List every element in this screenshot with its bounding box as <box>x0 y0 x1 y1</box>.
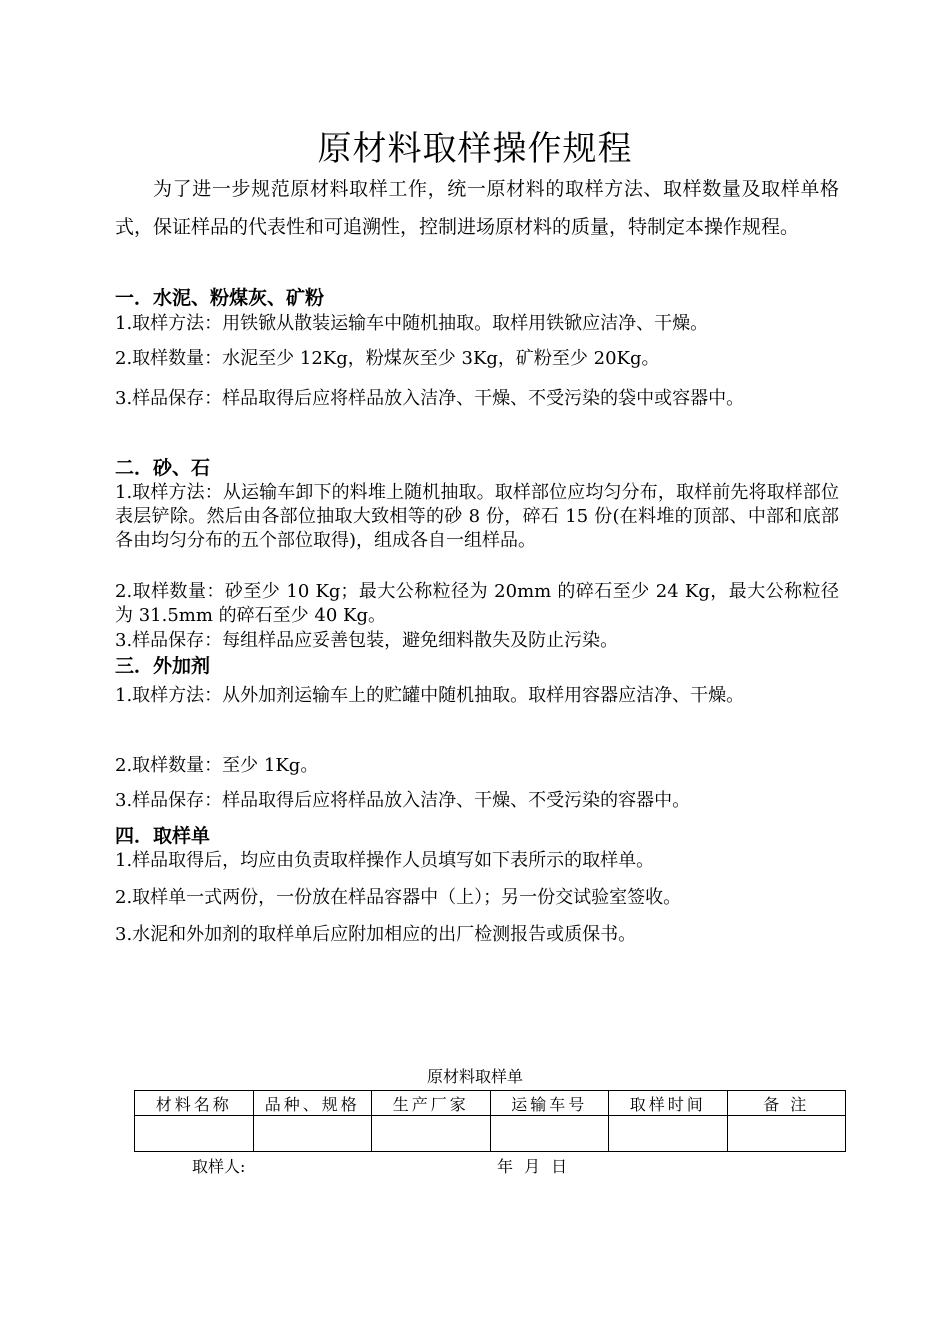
column-header: 运输车号 <box>490 1091 609 1116</box>
document-title: 原材料取样操作规程 <box>317 129 633 169</box>
section-4-item-2: 2.取样单一式两份，一份放在样品容器中（上）；另一份交试验室签收。 <box>115 887 682 908</box>
section-3-item-1: 1.取样方法：从外加剂运输车上的贮罐中随机抽取。取样用容器应洁净、干燥。 <box>115 685 745 706</box>
section-2-item-2: 2.取样数量：砂至少 10 Kg；最大公称粒径为 20mm 的碎石至少 24 Kg，最大公称粒径为 31.5mm 的碎石至少 40 Kg。 <box>115 581 839 626</box>
section-3-item-2: 2.取样数量：至少 1Kg。 <box>115 755 319 776</box>
sampling-form-table <box>134 1090 846 1152</box>
section-4-item-1: 1.样品取得后，均应由负责取样操作人员填写如下表所示的取样单。 <box>115 850 655 871</box>
section-4-item-3: 3.水泥和外加剂的取样单后应附加相应的出厂检测报告或质保书。 <box>115 924 637 945</box>
section-3-item-3: 3.样品保存：样品取得后应将样品放入洁净、干燥、不受污染的容器中。 <box>115 790 691 811</box>
entry-cell-manufacturer[interactable] <box>372 1116 491 1152</box>
entry-cell-truck-number[interactable] <box>490 1116 609 1152</box>
sampler-label: 取样人: <box>192 1157 246 1176</box>
column-header: 生产厂家 <box>372 1091 491 1116</box>
section-2-item-1: 1.取样方法：从运输车卸下的料堆上随机抽取。取样部位应均匀分布，取样前先将取样部位表层铲除。然后由各部位抽取大致相等的砂 8 份，碎石 15 份(在料堆的顶部、中部和底部各由均匀分布的五个部位取得)，组成各自一组样品。 <box>115 482 839 551</box>
section-3-heading: 三．外加剂 <box>115 655 211 677</box>
form-title: 原材料取样单 <box>426 1067 523 1086</box>
section-2-heading: 二．砂、石 <box>115 457 211 479</box>
section-1-item-1: 1.取样方法：用铁锨从散装运输车中随机抽取。取样用铁锨应洁净、干燥。 <box>115 313 709 334</box>
column-header: 材料名称 <box>135 1091 254 1116</box>
entry-cell-remarks[interactable] <box>727 1116 846 1152</box>
section-1-heading: 一．水泥、粉煤灰、矿粉 <box>115 287 325 309</box>
section-1-item-3: 3.样品保存：样品取得后应将样品放入洁净、干燥、不受污染的袋中或容器中。 <box>115 388 745 409</box>
column-header: 品种、规格 <box>253 1091 372 1116</box>
column-header: 备 注 <box>727 1091 846 1116</box>
form-header-row <box>135 1091 846 1116</box>
entry-cell-sampling-time[interactable] <box>609 1116 728 1152</box>
entry-cell-material-name[interactable] <box>135 1116 254 1152</box>
section-2-item-3: 3.样品保存：每组样品应妥善包装，避免细料散失及防止污染。 <box>115 630 619 651</box>
date-label: 年 月 日 <box>497 1157 568 1176</box>
form-entry-row <box>135 1116 846 1152</box>
intro-paragraph: 为了进一步规范原材料取样工作，统一原材料的取样方法、取样数量及取样单格式，保证样品的代表性和可追溯性，控制进场原材料的质量，特制定本操作规程。 <box>115 178 839 238</box>
column-header: 取样时间 <box>609 1091 728 1116</box>
entry-cell-variety-spec[interactable] <box>253 1116 372 1152</box>
section-4-heading: 四．取样单 <box>115 825 211 847</box>
section-1-item-2: 2.取样数量：水泥至少 12Kg，粉煤灰至少 3Kg，矿粉至少 20Kg。 <box>115 348 660 369</box>
